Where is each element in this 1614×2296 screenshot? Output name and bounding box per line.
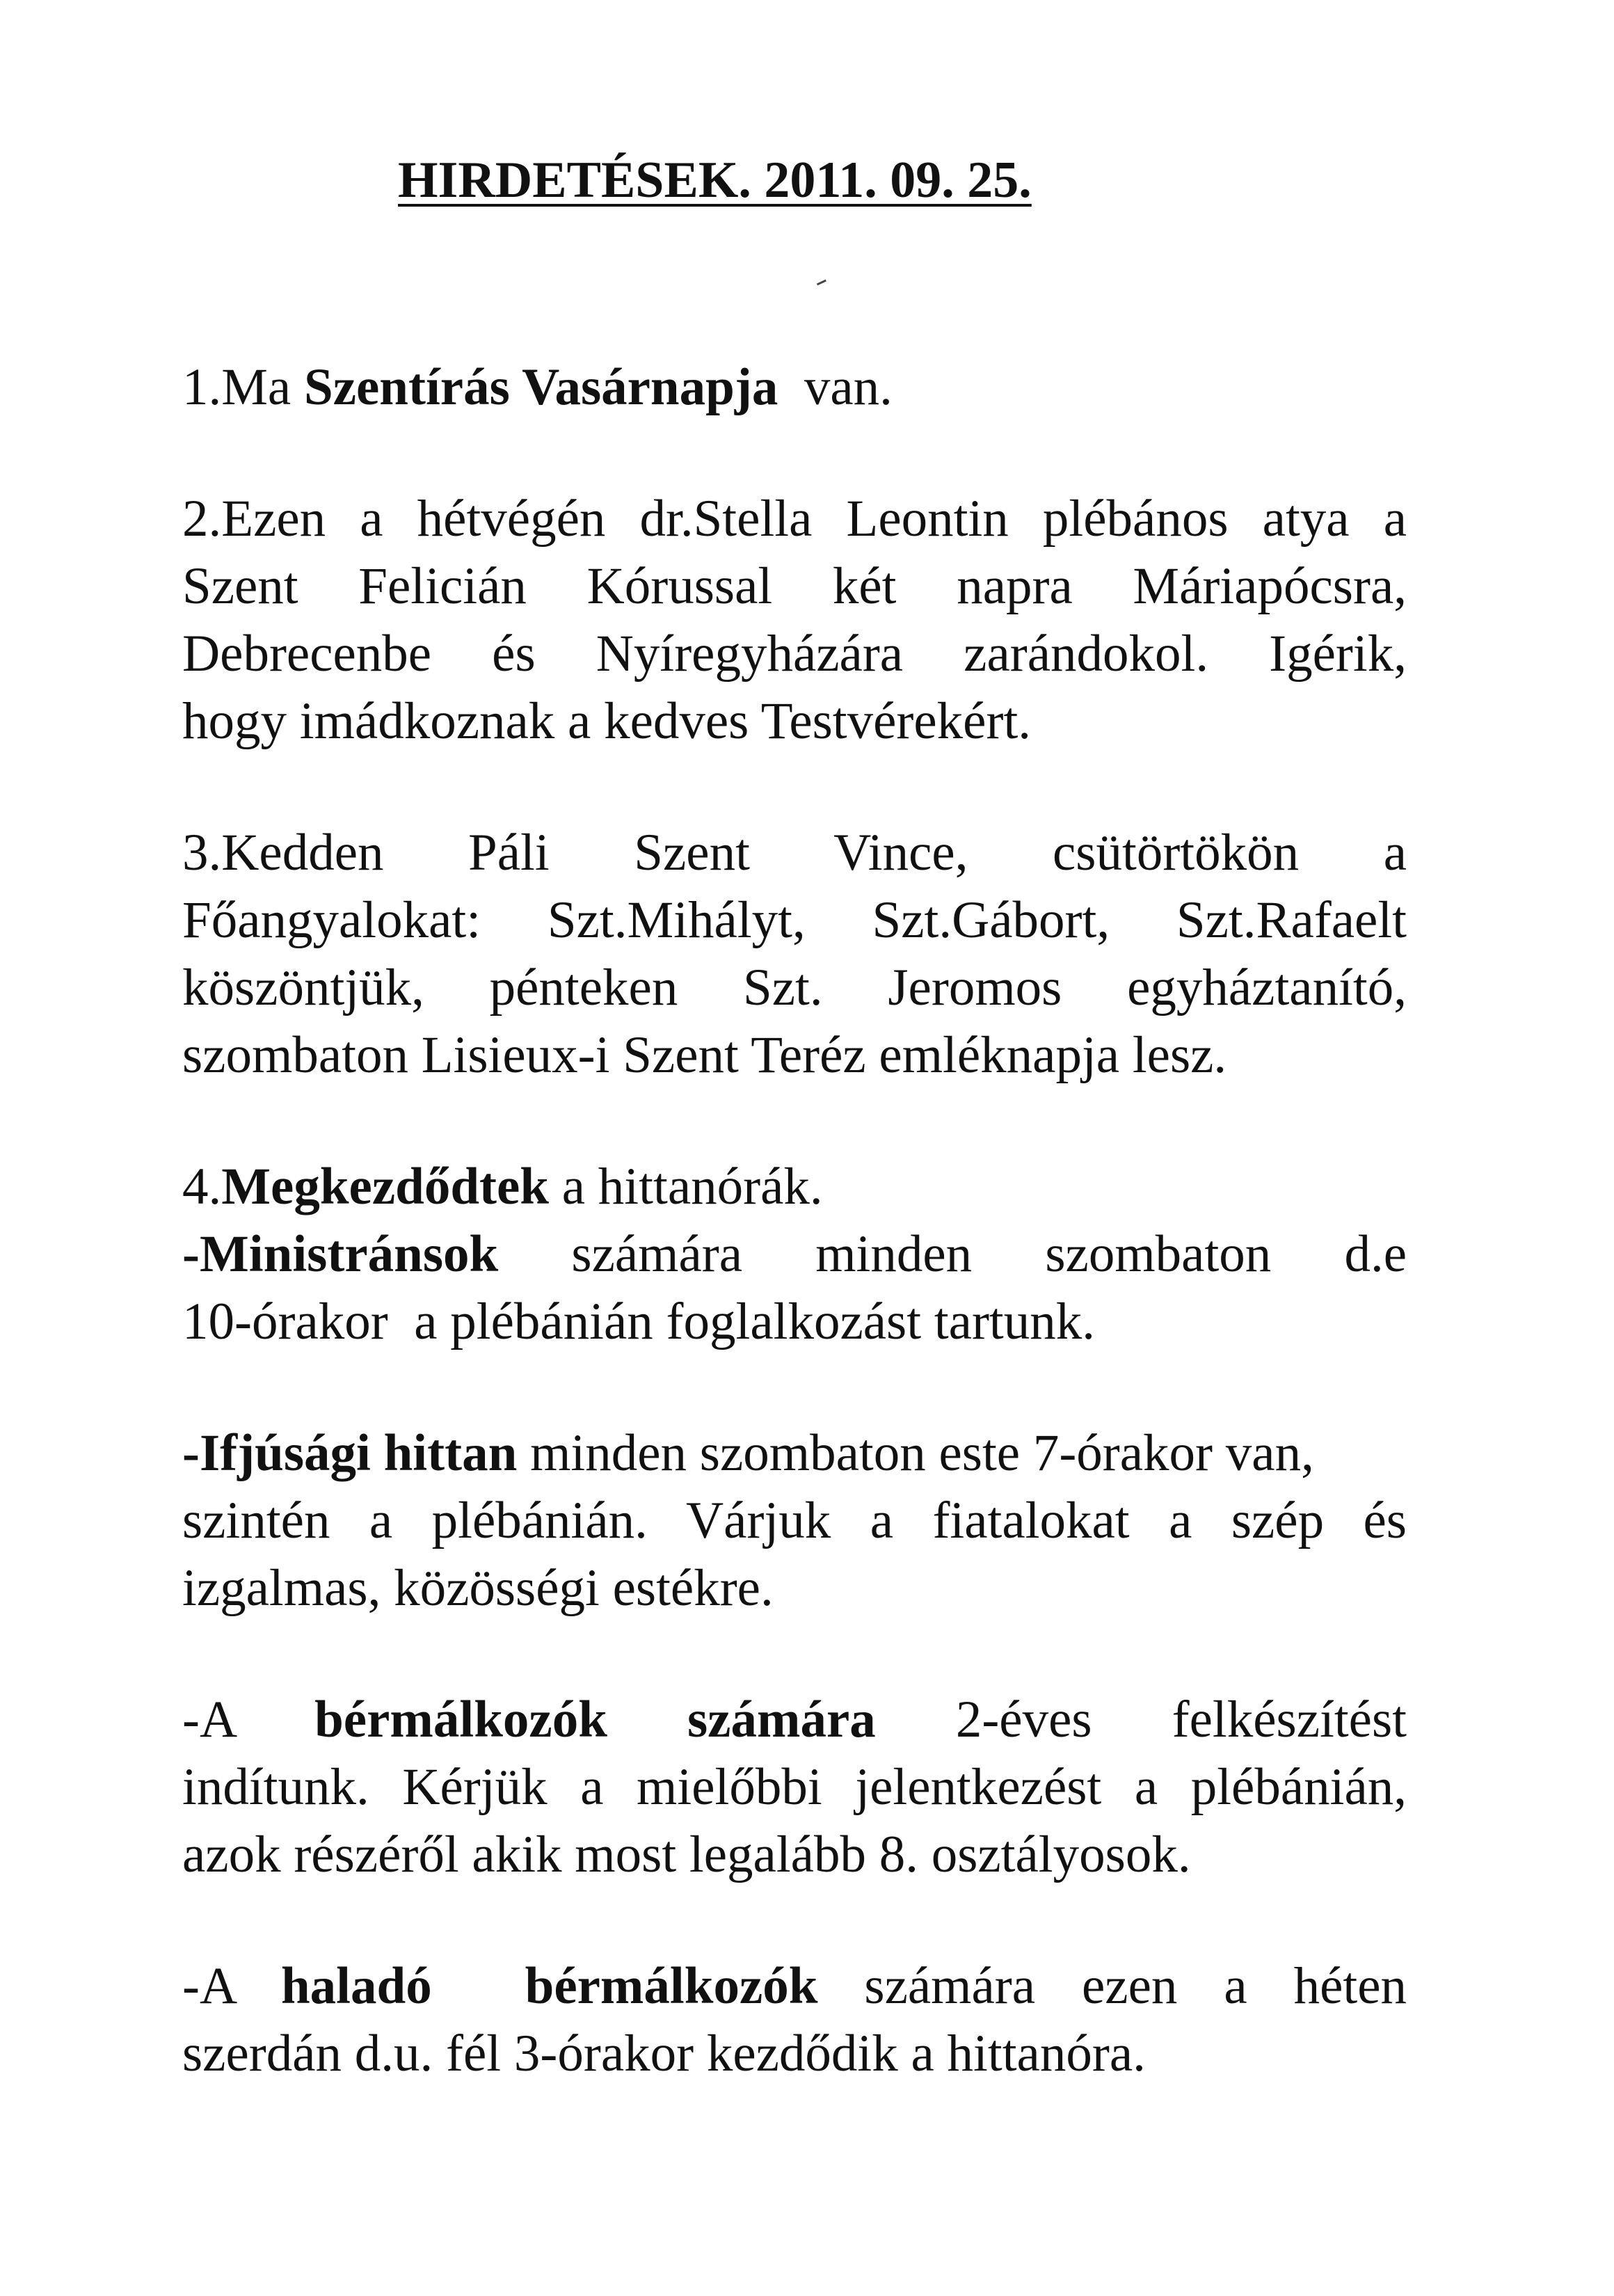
- announcement-7-line: szerdán d.u. fél 3-órakor kezdődik a hittanóra.: [182, 2025, 1146, 2082]
- announcement-4: [182, 1153, 1407, 1355]
- sunday-name: Szentírás Vasárnapja: [303, 358, 778, 416]
- spacer: [182, 1089, 1407, 1153]
- announcement-5-line: -Ifjúsági hittan minden szombaton este 7-órakor van,: [182, 1424, 1314, 1482]
- announcement-7: [182, 1952, 1407, 2087]
- announcement-5-line: szintén a plébánián. Várjuk a fiatalokat a szép és: [182, 1492, 1407, 1549]
- document-body: [182, 353, 1407, 2087]
- announcement-7-line: -A haladó bérmálkozók számára ezen a héten: [182, 1957, 1407, 2015]
- announcement-1-line: 1.Ma Szentírás Vasárnapja van.: [182, 358, 893, 416]
- announcement-2-line: Szent Felicián Kórussal két napra Máriapócsra,: [182, 557, 1407, 615]
- announcement-6-line: indítunk. Kérjük a mielőbbi jelentkezést a plébánián,: [182, 1758, 1407, 1816]
- announcement-6-line: -A bérmálkozók számára 2-éves felkészítést: [182, 1691, 1407, 1748]
- announcement-3-line: 3.Kedden Páli Szent Vince, csütörtökön a: [182, 824, 1407, 882]
- announcement-3-line: Főangyalokat: Szt.Mihályt, Szt.Gábort, Szt.Rafaelt: [182, 891, 1407, 949]
- announcement-4-line: 10-órakor a plébánián foglalkozást tartunk.: [182, 1293, 1096, 1350]
- announcement-5-line: izgalmas, közösségi estékre.: [182, 1559, 774, 1617]
- announcement-2-line: Debrecenbe és Nyíregyházára zarándokol. Igérik,: [182, 625, 1407, 683]
- announcement-3-line: szombaton Lisieux-i Szent Teréz emléknapja lesz.: [182, 1026, 1227, 1084]
- announcement-3-line: köszöntjük, pénteken Szt. Jeromos egyháztanító,: [182, 959, 1407, 1017]
- spacer: [182, 1355, 1407, 1419]
- announcement-1: [182, 353, 1407, 421]
- announcement-6: [182, 1686, 1407, 1888]
- announcement-3: [182, 819, 1407, 1089]
- announcement-4-line: -Ministránsok számára minden szombaton d.e: [182, 1225, 1407, 1283]
- spacer: [182, 1622, 1407, 1686]
- announcement-2-line: 2.Ezen a hétvégén dr.Stella Leontin plébános atya a: [182, 490, 1407, 548]
- announcement-5: [182, 1419, 1407, 1622]
- document-title: HIRDETÉSEK. 2011. 09. 25.: [398, 152, 1032, 209]
- announcement-2: [182, 485, 1407, 755]
- announcement-6-line: azok részéről akik most legalább 8. osztályosok.: [182, 1826, 1191, 1883]
- announcement-4-line: 4.Megkezdődtek a hittanórák.: [182, 1158, 823, 1215]
- spacer: [182, 1888, 1407, 1952]
- spacer: [182, 755, 1407, 819]
- announcement-2-line: hogy imádkoznak a kedves Testvérekért.: [182, 692, 1032, 750]
- stray-pen-mark: [817, 280, 829, 292]
- spacer: [182, 421, 1407, 485]
